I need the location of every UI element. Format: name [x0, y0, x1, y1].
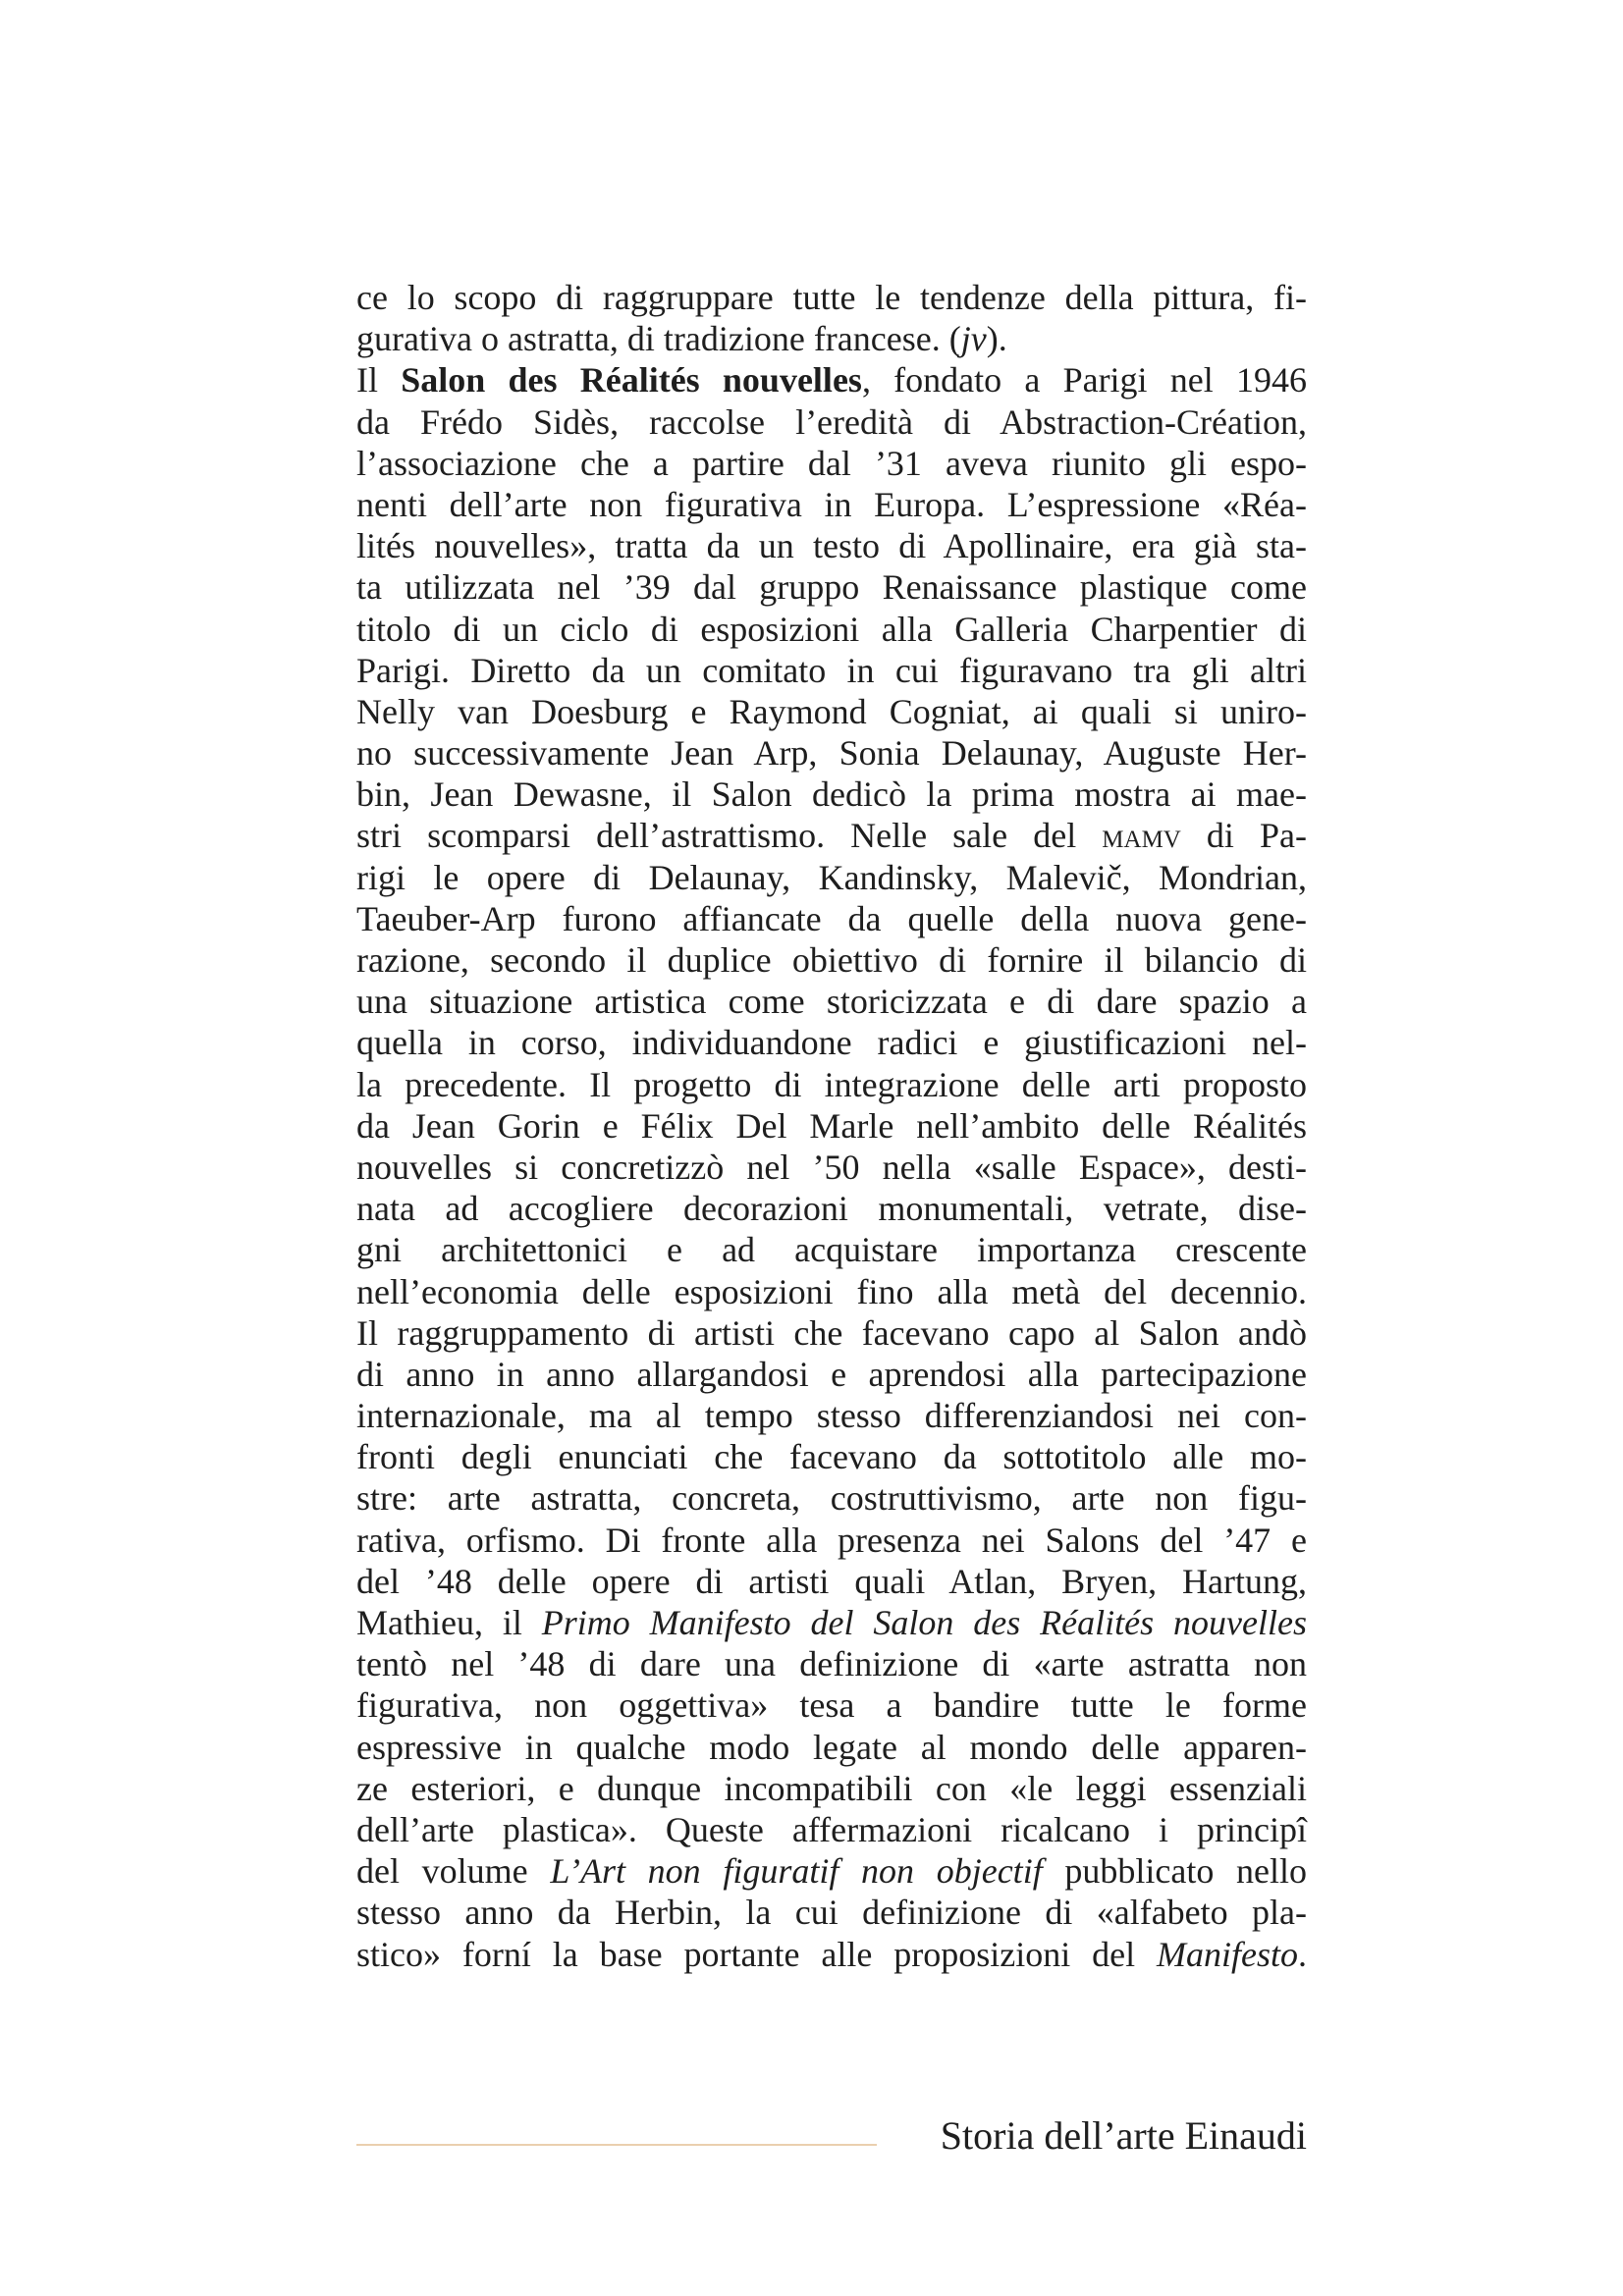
text-line: espressive in qualche modo legate al mondo delle apparen- [356, 1727, 1307, 1767]
text-line: dell’arte plastica». Queste affermazioni ricalcano i principî [356, 1809, 1307, 1849]
text-line: titolo di un ciclo di esposizioni alla Galleria Charpentier di [356, 609, 1307, 649]
text-line: Nelly van Doesburg e Raymond Cogniat, ai quali si uniro- [356, 691, 1307, 731]
text-run: Manifesto [1157, 1934, 1298, 1974]
text-run: mamv [1102, 816, 1181, 856]
text-line: tentò nel ’48 di dare una definizione di «arte astratta non [356, 1644, 1307, 1684]
text-run: stico» forní la base portante alle proposizioni del [356, 1934, 1158, 1974]
text-run: Il [356, 360, 402, 400]
text-line: da Frédo Sidès, raccolse l’eredità di Abstraction-Création, [356, 401, 1307, 442]
text-line: internazionale, ma al tempo stesso differenziandosi nei con- [356, 1396, 1307, 1436]
text-line [356, 318, 1307, 359]
text-line: rigi le opere di Delaunay, Kandinsky, Malevič, Mondrian, [356, 857, 1307, 897]
text-line: Parigi. Diretto da un comitato in cui figuravano tra gli altri [356, 650, 1307, 690]
text-line: stesso anno da Herbin, la cui definizione di «alfabeto pla- [356, 1893, 1307, 1933]
text-line: ze esteriori, e dunque incompatibili con «le leggi essenziali [356, 1768, 1307, 1808]
page-footer [356, 2107, 1307, 2165]
text-run: Mathieu, il [356, 1603, 542, 1642]
text-line: di anno in anno allargandosi e aprendosi alla partecipazione [356, 1354, 1307, 1394]
text-line: stre: arte astratta, concreta, costruttivismo, arte non figu- [356, 1478, 1307, 1519]
text-line: nata ad accogliere decorazioni monumentali, vetrate, dise- [356, 1189, 1307, 1229]
text-line: quella in corso, individuandone radici e giustificazioni nel- [356, 1023, 1307, 1063]
text-run: pubblicato nello [1042, 1851, 1307, 1892]
text-run: Primo Manifesto del Salon des Réalités nouvelles [541, 1603, 1307, 1642]
text-line: figurativa, non oggettiva» tesa a bandire tutte le forme [356, 1685, 1307, 1726]
text-line [356, 359, 1307, 400]
text-run: L’Art non figuratif non objectif [550, 1851, 1043, 1892]
text-run: ). [986, 319, 1007, 359]
text-line [356, 1602, 1307, 1643]
text-line: Taeuber-Arp furono affiancate da quelle della nuova gene- [356, 898, 1307, 938]
text-line: bin, Jean Dewasne, il Salon dedicò la prima mostra ai mae- [356, 774, 1307, 815]
text-line: fronti degli enunciati che facevano da sottotitolo alle mo- [356, 1437, 1307, 1477]
text-line: una situazione artistica come storicizzata e di dare spazio a [356, 982, 1307, 1022]
text-run: , fondato a Parigi nel 1946 [861, 360, 1307, 400]
text-line: gni architettonici e ad acquistare importanza crescente [356, 1230, 1307, 1270]
text-line [356, 815, 1307, 856]
text-line [356, 1934, 1307, 1975]
text-line: ta utilizzata nel ’39 dal gruppo Renaissance plastique come [356, 567, 1307, 608]
text-run: di Pa- [1180, 816, 1307, 856]
text-line: da Jean Gorin e Félix Del Marle nell’ambito delle Réalités [356, 1105, 1307, 1146]
text-run: stri scomparsi dell’astrattismo. Nelle sale del [356, 816, 1103, 856]
text-run: gurativa o astratta, di tradizione francese. ( [356, 319, 961, 359]
footer-title: Storia dell’arte Einaudi [940, 2113, 1307, 2158]
text-line: ce lo scopo di raggruppare tutte le tendenze della pittura, fi- [356, 278, 1307, 317]
text-line: razione, secondo il duplice obiettivo di fornire il bilancio di [356, 940, 1307, 980]
text-line: nell’economia delle esposizioni fino alla metà del decennio. [356, 1271, 1307, 1311]
text-line: l’associazione che a partire dal ’31 aveva riunito gli espo- [356, 443, 1307, 483]
text-run: jv [960, 319, 987, 359]
text-line: la precedente. Il progetto di integrazione delle arti proposto [356, 1064, 1307, 1104]
body-text [356, 277, 1307, 1975]
text-line: lités nouvelles», tratta da un testo di Apollinaire, era già sta- [356, 526, 1307, 566]
footer-rule [356, 2144, 877, 2146]
text-line: rativa, orfismo. Di fronte alla presenza nei Salons del ’47 e [356, 1520, 1307, 1560]
text-line [356, 1850, 1307, 1892]
text-line: del ’48 delle opere di artisti quali Atlan, Bryen, Hartung, [356, 1561, 1307, 1601]
text-line: nouvelles si concretizzò nel ’50 nella «salle Espace», desti- [356, 1147, 1307, 1187]
text-run: Salon des Réalités nouvelles [401, 360, 862, 400]
text-line: no successivamente Jean Arp, Sonia Delaunay, Auguste Her- [356, 733, 1307, 774]
text-line: Il raggruppamento di artisti che facevano capo al Salon andò [356, 1312, 1307, 1353]
text-line: nenti dell’arte non figurativa in Europa. L’espressione «Réa- [356, 484, 1307, 524]
text-run: del volume [356, 1851, 551, 1892]
text-run: . [1298, 1934, 1307, 1974]
